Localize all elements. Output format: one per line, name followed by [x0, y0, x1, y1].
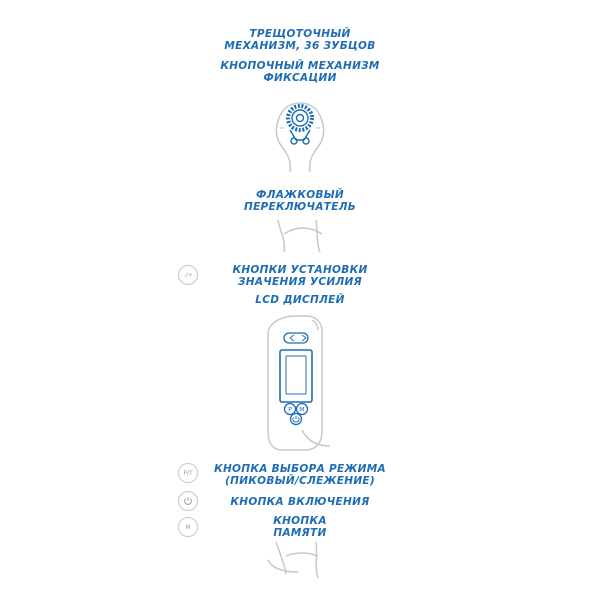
button-lock-label-line1: КНОПОЧНЫЙ МЕХАНИЗМ [220, 60, 380, 72]
torque-buttons-label [200, 264, 400, 288]
flag-switch-label [200, 189, 400, 213]
flag-switch-label-line1: ФЛАЖКОВЫЙ [256, 189, 344, 201]
mode-button-label [200, 463, 400, 487]
mode-icon-glyph: P/T [183, 469, 193, 477]
handle-body [268, 316, 330, 450]
power-icon [178, 491, 198, 511]
svg-text:M: M [299, 406, 305, 414]
memory-icon [178, 517, 198, 537]
mode-button-label-line2: (ПИКОВЫЙ/СЛЕЖЕНИЕ) [225, 475, 375, 487]
control-panel [280, 333, 312, 425]
flag-switch-section [278, 220, 322, 252]
ratchet-head [276, 103, 323, 172]
ratchet-label-line2: МЕХАНИЗМ, 36 ЗУБЦОВ [224, 40, 376, 52]
button-lock-label [200, 60, 400, 84]
power-button-label [200, 496, 400, 508]
flag-switch-label-line2: ПЕРЕКЛЮЧАТЕЛЬ [243, 201, 357, 213]
memory-icon-glyph: M [185, 523, 191, 531]
ratchet-label-line1: ТРЕЩОТОЧНЫЙ [249, 28, 351, 40]
mode-icon [178, 463, 198, 483]
memory-button-label-line1: КНОПКА [273, 515, 327, 527]
power-button-label-line1: КНОПКА ВКЛЮЧЕНИЯ [230, 496, 370, 508]
neck-section [268, 542, 318, 578]
button-lock-label-line2: ФИКСАЦИИ [263, 72, 337, 84]
mode-button-label-line1: КНОПКА ВЫБОРА РЕЖИМА [214, 463, 386, 475]
memory-button-label [200, 515, 400, 539]
torque-set-icon-glyph: -/+ [183, 271, 193, 279]
power-icon-glyph [183, 496, 193, 506]
lcd-label [200, 294, 400, 306]
torque-buttons-label-line2: ЗНАЧЕНИЯ УСИЛИЯ [237, 276, 363, 288]
torque-set-icon [178, 265, 198, 285]
ratchet-label [200, 28, 400, 52]
torque-buttons-label-line1: КНОПКИ УСТАНОВКИ [232, 264, 368, 276]
lcd-label-line1: LCD ДИСПЛЕЙ [255, 294, 345, 306]
memory-button-label-line2: ПАМЯТИ [273, 527, 327, 539]
svg-text:P: P [288, 406, 292, 414]
ratchet-gear [288, 106, 312, 144]
